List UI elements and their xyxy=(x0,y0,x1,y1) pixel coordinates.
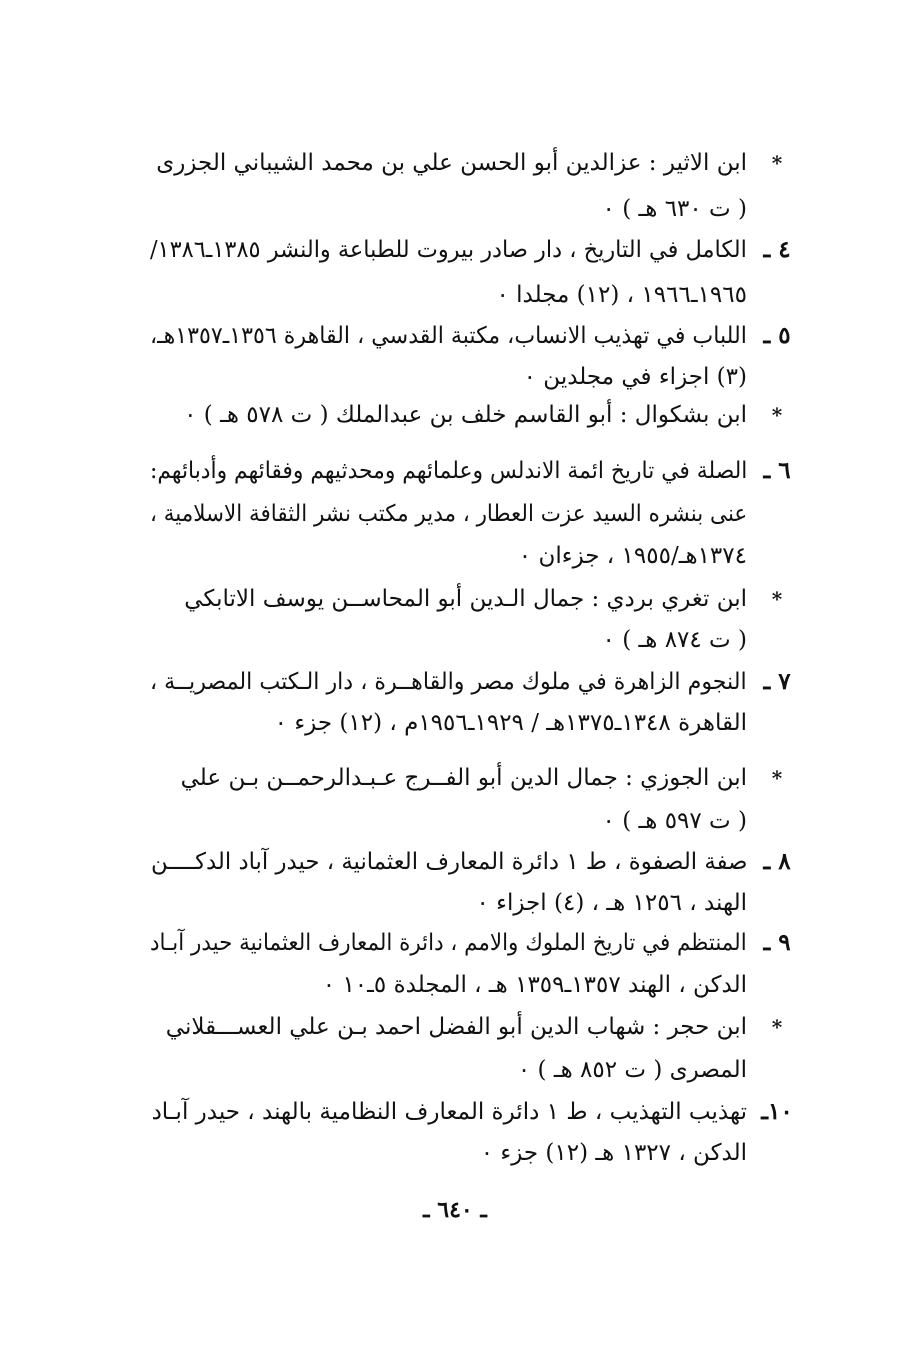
entry-line: الصلة في تاريخ ائمة الاندلس وعلمائهم ومحدثيهم وفقائهم وأدبائهم: xyxy=(149,458,747,484)
entry-line: ابن تغري بردي : جمال الـدين أبو المحاســن يوسف الاتابكي xyxy=(184,586,747,612)
entry-line: ابن بشكوال : أبو القاسم خلف بن عبدالملك ( ت ٥٧٨ هـ ) ٠ xyxy=(184,402,747,428)
entry-star-marker: * xyxy=(771,403,783,427)
entry-number-marker: ٧ ـ xyxy=(763,668,791,695)
entry-number-marker: ٩ ـ xyxy=(763,929,791,956)
entry-line: اللباب في تهذيب الانساب، مكتبة القدسي ، القاهرة ١٣٥٦ـ١٣٥٧هـ، xyxy=(150,323,747,349)
entry-star-marker: * xyxy=(771,766,783,790)
entry-line: القاهرة ١٣٤٨ـ١٣٧٥هـ / ١٩٢٩ـ١٩٥٦م ، (١٢) جزء ٠ xyxy=(274,710,747,736)
entry-line: ١٩٦٥ـ١٩٦٦ ، (١٢) مجلدا ٠ xyxy=(496,282,747,308)
entry-line: الدكن ، ١٣٢٧ هـ (١٢) جزء ٠ xyxy=(480,1140,747,1166)
entry-number-marker: ٨ ـ xyxy=(763,848,791,875)
entry-line: صفة الصفوة ، ط ١ دائرة المعارف العثمانية ، حيدر آباد الدكــــن xyxy=(150,849,747,875)
entry-line: ابن حجر : شهاب الدين أبو الفضل احمد بـن علي العســـقلاني xyxy=(165,1014,747,1040)
entry-line: المصرى ( ت ٨٥٢ هـ ) ٠ xyxy=(517,1057,747,1083)
entry-line: ( ت ٥٩٧ هـ ) ٠ xyxy=(602,808,747,834)
entry-number-marker: ١٠ـ xyxy=(761,1098,793,1125)
entry-line: ١٣٧٤هـ/١٩٥٥ ، جزءان ٠ xyxy=(518,543,747,569)
entry-line: ( ت ٦٣٠ هـ ) ٠ xyxy=(602,196,747,222)
entry-star-marker: * xyxy=(771,1015,783,1039)
entry-line: الهند ، ١٢٥٦ هـ ، (٤) اجزاء ٠ xyxy=(476,890,747,916)
entry-line: ابن الجوزي : جمال الدين أبو الفــرج عـبـدالرحمــن بـن علي xyxy=(180,765,747,791)
entry-star-marker: * xyxy=(771,151,783,175)
entry-line: الدكن ، الهند ١٣٥٧ـ١٣٥٩ هـ ، المجلدة ٥ـ١٠ ٠ xyxy=(322,972,747,998)
entry-line: ابن الاثير : عزالدين أبو الحسن علي بن محمد الشيباني الجزرى xyxy=(156,150,747,176)
entry-line: المنتظم في تاريخ الملوك والامم ، دائرة المعارف العثمانية حيدر آبـاد xyxy=(150,930,747,956)
page-number: ـ ٦٤٠ ـ xyxy=(423,1197,487,1223)
entry-line: (٣) اجزاء في مجلدين ٠ xyxy=(523,364,747,390)
entry-number-marker: ٤ ـ xyxy=(763,236,791,263)
entry-number-marker: ٦ ـ xyxy=(763,457,791,484)
entry-line: ( ت ٨٧٤ هـ ) ٠ xyxy=(602,627,747,653)
entry-line: عنى بنشره السيد عزت العطار ، مدير مكتب نشر الثقافة الاسلامية ، xyxy=(149,501,747,527)
entry-line: تهذيب التهذيب ، ط ١ دائرة المعارف النظامية بالهند ، حيدر آبـاد xyxy=(151,1099,747,1125)
entry-number-marker: ٥ ـ xyxy=(763,322,791,349)
entry-star-marker: * xyxy=(771,587,783,611)
entry-line: النجوم الزاهرة في ملوك مصر والقاهــرة ، دار الـكتب المصريــة ، xyxy=(150,669,747,695)
entry-line: الكامل في التاريخ ، دار صادر بيروت للطباعة والنشر ١٣٨٥ـ١٣٨٦/ xyxy=(150,237,747,263)
